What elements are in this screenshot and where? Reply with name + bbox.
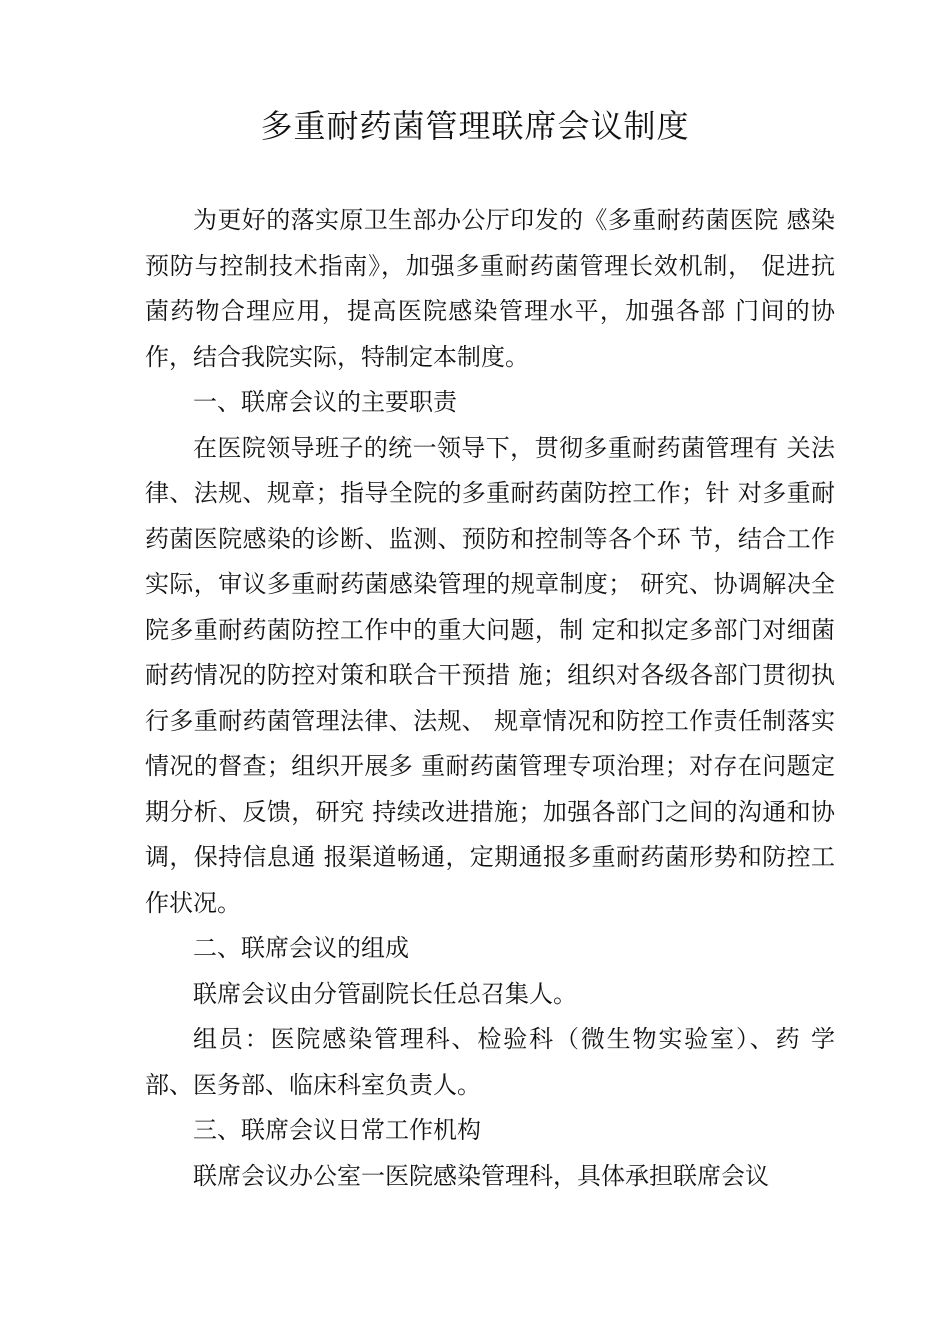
paragraph-intro: 为更好的落实原卫生部办公厅印发的《多重耐药菌医院 感染预防与控制技术指南》，加强多重耐药菌管理长效机制， 促进抗菌药物合理应用，提高医院感染管理水平，加强各部 门间的协作，结合我院实际，特制定本制度。 (145, 206, 835, 371)
section-heading-office: 三、联席会议日常工作机构 (193, 1116, 481, 1144)
document-title: 多重耐药菌管理联席会议制度 (260, 107, 690, 145)
document-body (145, 198, 835, 1199)
section-heading-duties: 一、联席会议的主要职责 (193, 388, 457, 416)
paragraph-duties: 在医院领导班子的统一领导下，贯彻多重耐药菌管理有 关法律、法规、规章；指导全院的多重耐药菌防控工作；针 对多重耐药菌医院感染的诊断、监测、预防和控制等各个环 节，结合工作实际，审议多重耐药菌感染管理的规章制度； 研究、协调解决全院多重耐药菌防控工作中的重大问题，制 定和拟定多部门对细菌耐药情况的防控对策和联合干预措 施；组织对各级各部门贯彻执行多重耐药菌管理法律、法规、 规章情况和防控工作责任制落实情况的督查；组织开展多 重耐药菌管理专项治理；对存在问题定期分析、反馈，研究 持续改进措施；加强各部门之间的沟通和协调，保持信息通 报渠道畅通，定期通报多重耐药菌形势和防控工作状况。 (145, 433, 835, 917)
paragraph-office: 联席会议办公室一医院感染管理科，具体承担联席会议 (193, 1161, 769, 1190)
paragraph-members: 组员：医院感染管理科、检验科（微生物实验室）、药 学部、医务部、临床科室负责人。 (145, 1025, 835, 1099)
section-heading-composition: 二、联席会议的组成 (193, 934, 409, 962)
paragraph-convener: 联席会议由分管副院长任总召集人。 (193, 979, 577, 1008)
